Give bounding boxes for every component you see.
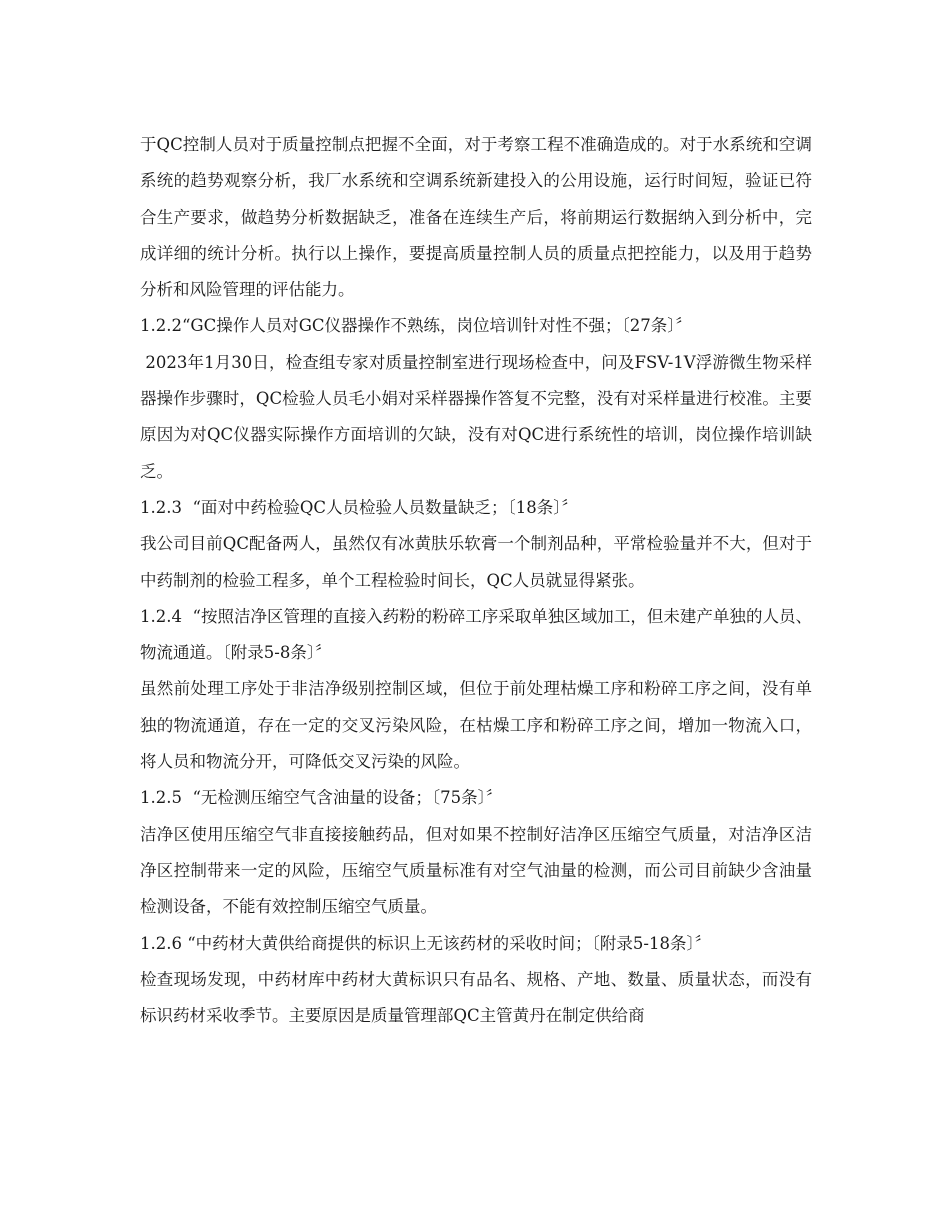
heading-1-2-3: 1.2.3 “面对中药检验QC人员检验人员数量缺乏；〔18条〕〞: [140, 497, 579, 517]
paragraph-inspection-2023: 2023年1月30日，检查组专家对质量控制室进行现场检查中，问及FSV-1V浮游微生物采样器操作步骤时，QC检验人员毛小娟对采样器操作答复不完整，没有对采样量进行校准。主要原因为对QC仪器实际操作方面培训的欠缺，没有对QC进行系统性的培训，岗位操作培训缺乏。: [140, 352, 812, 481]
document-body: [140, 127, 812, 1034]
paragraph-qc-control: 于QC控制人员对于质量控制点把握不全面，对于考察工程不准确造成的。对于水系统和空调系统的趋势观察分析，我厂水系统和空调系统新建投入的公用设施，运行时间短，验证已符合生产要求，做趋势分析数据缺乏，准备在连续生产后，将前期运行数据纳入到分析中，完成详细的统计分析。执行以上操作，要提高质量控制人员的质量点把控能力，以及用于趋势分析和风险管理的评估能力。: [140, 135, 812, 300]
heading-1-2-4: 1.2.4 “按照洁净区管理的直接入药粉的粉碎工序采取单独区域加工，但未建产单独的人员、物流通道。〔附录5-8条〕〞: [140, 606, 812, 663]
heading-1-2-5: 1.2.5 “无检测压缩空气含油量的设备；〔75条〕〞: [140, 788, 503, 808]
paragraph-qc-staffing: 我公司目前QC配备两人，虽然仅有冰黄肤乐软膏一个制剂品种，平常检验量并不大，但对于中药制剂的检验工程多，单个工程检验时间长，QC人员就显得紧张。: [140, 534, 812, 590]
heading-1-2-2: 1.2.2“GC操作人员对GC仪器操作不熟练，岗位培训针对性不强；〔27条〕〞: [140, 316, 693, 336]
paragraph-rhubarb-label: 检查现场发现，中药材库中药材大黄标识只有品名、规格、产地、数量、质量状态，而没有标识药材采收季节。主要原因是质量管理部QC主管黄丹在制定供给商: [140, 969, 812, 1026]
paragraph-pretreatment: 虽然前处理工序处于非洁净级别控制区域，但位于前处理枯燥工序和粉碎工序之间，没有单独的物流通道，存在一定的交叉污染风险，在枯燥工序和粉碎工序之间，增加一物流入口，将人员和物流分开，可降低交叉污染的风险。: [140, 679, 812, 772]
paragraph-compressed-air: 洁净区使用压缩空气非直接接触药品，但对如果不控制好洁净区压缩空气质量，对洁净区洁净区控制带来一定的风险，压缩空气质量标准有对空气油量的检测，而公司目前缺少含油量检测设备，不能有效控制压缩空气质量。: [140, 824, 812, 917]
heading-1-2-6: 1.2.6 “中药材大黄供给商提供的标识上无该药材的采收时间；〔附录5-18条〕〞: [140, 933, 712, 953]
